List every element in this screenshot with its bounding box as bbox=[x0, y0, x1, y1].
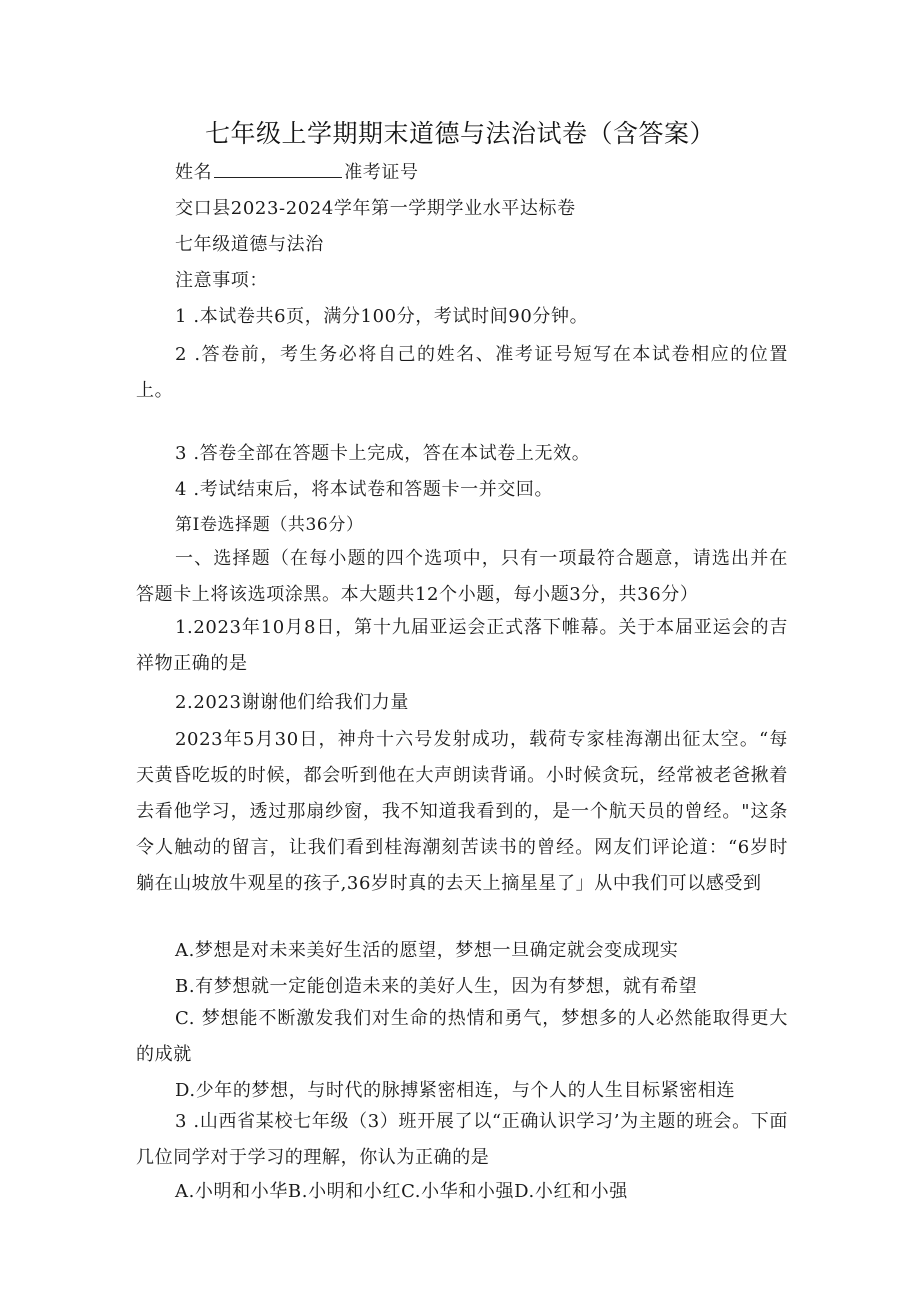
question-2-option-d: D.少年的梦想，与时代的脉搏紧密相连，与个人的人生目标紧密相连 bbox=[175, 1080, 736, 1101]
question-1: 1.2023年10月8日，第十九届亚运会正式落下帷幕。关于本届亚运会的吉祥物正确的是 bbox=[136, 617, 788, 674]
section-instruction: 一、选择题（在每小题的四个选项中，只有一项最符合题意，请选出并在答题卡上将该选项涂黑。本大题共12个小题，每小题3分，共36分） bbox=[136, 548, 788, 605]
question-3-option-b: B.小明和小红 bbox=[287, 1181, 402, 1202]
candidate-info-line bbox=[175, 158, 419, 184]
question-3-options bbox=[175, 1177, 628, 1203]
question-2-option-b: B.有梦想就一定能创造未来的美好人生，因为有梦想，就有希望 bbox=[175, 976, 698, 997]
subject-line: 七年级道德与法治 bbox=[175, 234, 324, 255]
section-heading: 第I卷选择题（共36分） bbox=[175, 515, 364, 535]
question-3: 3 .山西省某校七年级（3）班开展了以“正确认识学习’为主题的班会。下面几位同学对于学习的理解，你认为正确的是 bbox=[136, 1111, 788, 1168]
question-3-option-a: A.小明和小华 bbox=[175, 1181, 288, 1202]
notice-heading: 注意事项： bbox=[175, 270, 268, 291]
exam-id-label: 准考证号 bbox=[344, 162, 419, 183]
name-label: 姓名 bbox=[175, 162, 213, 183]
notice-item-1: 1 .本试卷共6页，满分100分，考试时间90分钟。 bbox=[175, 306, 589, 327]
name-blank bbox=[214, 161, 342, 178]
notice-item-2: 2 .答卷前，考生务必将自己的姓名、准考证号短写在本试卷相应的位置上。 bbox=[136, 344, 788, 401]
question-2-option-c: C. 梦想能不断激发我们对生命的热情和勇气，梦想多的人必然能取得更大的成就 bbox=[136, 1008, 788, 1065]
page-title: 七年级上学期期末道德与法治试卷（含答案） bbox=[204, 119, 715, 148]
notice-item-3: 3 .答卷全部在答题卡上完成，答在本试卷上无效。 bbox=[175, 443, 591, 464]
question-3-option-c: C.小华和小强 bbox=[401, 1181, 515, 1202]
notice-item-4: 4 .考试结束后，将本试卷和答题卡一并交回。 bbox=[175, 479, 554, 500]
question-2-option-a: A.梦想是对未来美好生活的愿望，梦想一旦确定就会变成现实 bbox=[175, 940, 679, 961]
question-2-title: 2.2023谢谢他们给我们力量 bbox=[175, 692, 409, 713]
question-3-option-d: D.小红和小强 bbox=[514, 1181, 628, 1202]
question-2-passage: 2023年5月30日，神舟十六号发射成功，载荷专家桂海潮出征太空。“每天黄昏吃坂的时候，都会听到他在大声朗读背诵。小时候贪玩，经常被老爸揪着去看他学习，透过那扇纱窗，我不知道我看到的，是一个航天员的曾经。"这条令人触动的留言，让我们看到桂海潮刻苦读书的曾经。网友们评论道：“6岁时躺在山坡放牛观星的孩子,36岁时真的去天上摘星星了」从中我们可以感受到 bbox=[136, 729, 788, 894]
exam-name: 交口县2023-2024学年第一学期学业水平达标卷 bbox=[175, 198, 576, 219]
